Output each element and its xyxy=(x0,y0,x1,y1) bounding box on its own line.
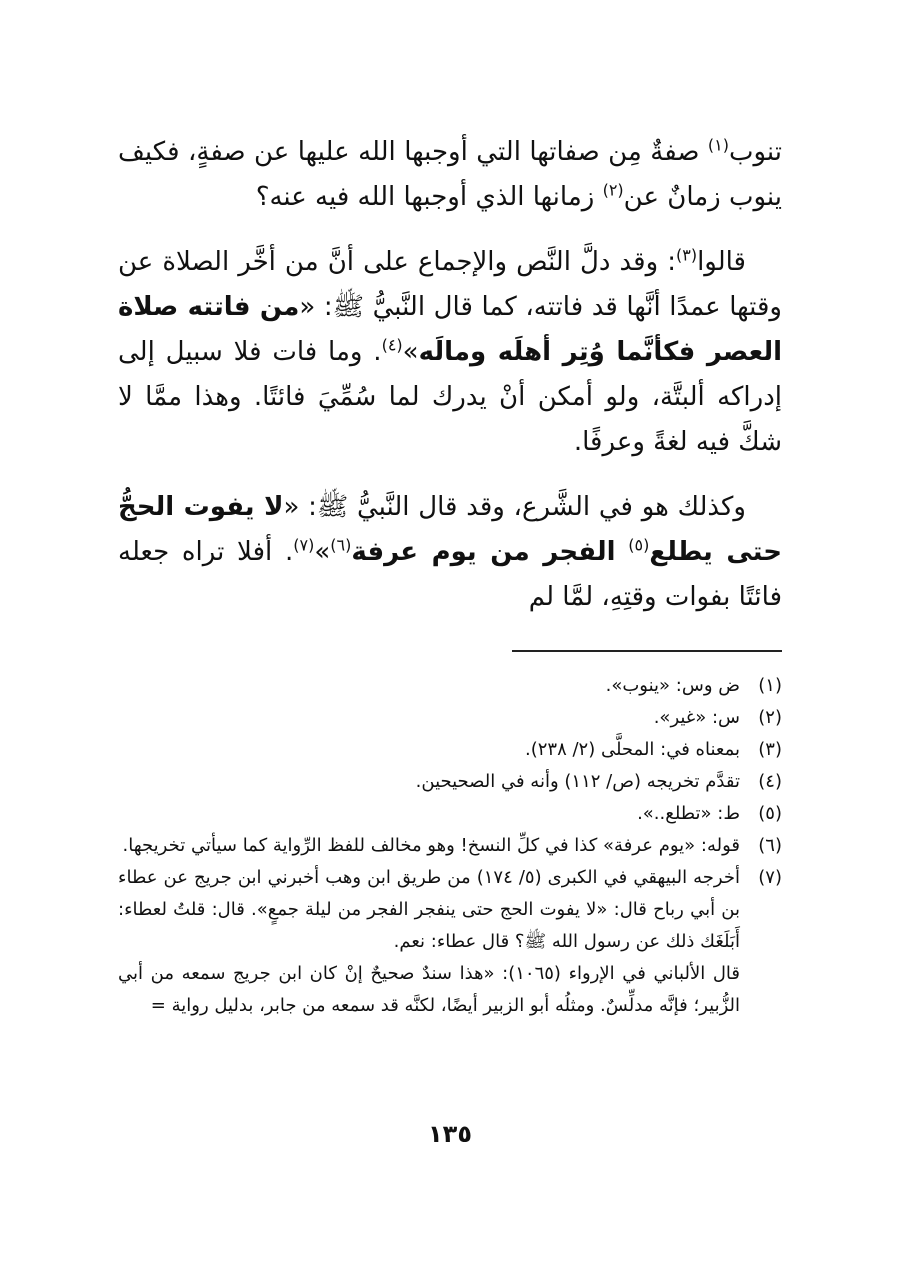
footnote-text: أخرجه البيهقي في الكبرى (٥/ ١٧٤) من طريق ابن وهب أخبرني ابن جريج عن عطاء بن أبي رباح قال: «لا يفوت الحج حتى ينفجر الفجر من ليلة جمعٍ». قال: قلتُ لعطاء: أَبَلَغَك ذلك عن رسول الله ﷺ؟ قال عطاء: نعم. xyxy=(118,867,740,952)
book-page xyxy=(118,130,782,1220)
footnote-1 xyxy=(118,670,782,702)
footnote-number: (٢) xyxy=(758,707,782,728)
paragraph-3 xyxy=(118,485,782,620)
text-segment: وكذلك هو في الشَّرع، وقد قال النَّبيُّ ﷺ: « xyxy=(283,492,746,522)
footnote-marker: (٤) xyxy=(381,335,403,355)
text-segment: . وما فات فلا سبيل إلى إدراكه ألبتَّة، ولو أمكن أنْ يدرك لما سُمِّيَ فائتًا. وهذا ممَّا لا شكَّ فيه لغةً وعرفًا. xyxy=(118,337,782,457)
footnote-marker: (٧) xyxy=(293,535,315,555)
text-segment: » xyxy=(402,337,419,367)
footnote-marker: (١) xyxy=(707,135,729,155)
footnote-text: بمعناه في: المحلَّى (٢/ ٢٣٨). xyxy=(524,739,740,760)
footnote-6 xyxy=(118,830,782,862)
text-segment: » xyxy=(314,537,331,567)
text-segment: صفةٌ مِن صفاتها التي أوجبها الله عليها عن صفةٍ، فكيف ينوب زمانٌ عن xyxy=(118,137,782,212)
text-segment: . أفلا تراه جعله فائتًا بفوات وقتِهِ، لمَّا لم xyxy=(118,537,782,612)
footnote-text: س: «غير». xyxy=(653,707,740,728)
footnote-marker: (٥) xyxy=(628,535,650,555)
footnote-number: (٧) xyxy=(758,867,782,888)
footnote-text: ض وس: «ينوب». xyxy=(605,675,740,696)
footnote-separator xyxy=(512,650,782,652)
paragraph-1 xyxy=(118,130,782,220)
footnote-3 xyxy=(118,734,782,766)
footnote-number: (٥) xyxy=(758,803,782,824)
hadith-quote: لا يفوت الحجُّ حتى يطلع xyxy=(118,492,782,567)
hadith-quote: من فاتته صلاة العصر فكأنَّما وُتِر أهلَه ومالَه xyxy=(118,292,783,367)
footnote-marker: (٢) xyxy=(602,180,624,200)
footnote-text: قوله: «يوم عرفة» كذا في كلِّ النسخ! وهو مخالف للفظ الرِّواية كما سيأتي تخريجها. xyxy=(122,835,740,856)
footnotes xyxy=(118,670,782,1022)
footnote-4 xyxy=(118,766,782,798)
footnote-number: (٣) xyxy=(758,739,782,760)
text-segment: تنوب xyxy=(729,137,782,167)
footnote-continuation: قال الألباني في الإرواء (١٠٦٥): «هذا سندٌ صحيحٌ إنْ كان ابن جريج سمعه من أبي الزُّبير؛ فإنَّه مدلِّسٌ. ومثلُه أبو الزبير أيضًا، لكنَّه قد سمعه من جابر، بدليل رواية = xyxy=(118,963,740,1016)
footnote-number: (٦) xyxy=(758,835,782,856)
footnote-marker: (٦) xyxy=(330,535,352,555)
footnote-5 xyxy=(118,798,782,830)
page-number: ١٣٥ xyxy=(428,1120,472,1148)
footnote-7 xyxy=(118,862,782,958)
footnote-number: (١) xyxy=(758,675,782,696)
text-segment xyxy=(616,537,629,567)
text-segment: : وقد دلَّ النَّص والإجماع على أنَّ من أخَّر الصلاة عن وقتها عمدًا أنَّها قد فاتته، كما قال النَّبيُّ ﷺ: « xyxy=(118,247,782,322)
hadith-quote: الفجر من يوم عرفة xyxy=(351,537,616,567)
footnote-marker: (٣) xyxy=(675,245,698,265)
text-segment: زمانها الذي أوجبها الله فيه عنه؟ xyxy=(255,182,603,212)
footnote-text: ط: «تطلع..». xyxy=(637,803,740,824)
main-text xyxy=(118,130,782,620)
footnote-2 xyxy=(118,702,782,734)
paragraph-2 xyxy=(118,240,782,465)
footnote-text: تقدَّم تخريجه (ص/ ١١٢) وأنه في الصحيحين. xyxy=(415,771,740,792)
footnote-number: (٤) xyxy=(758,771,782,792)
text-segment: قالوا xyxy=(697,247,746,277)
